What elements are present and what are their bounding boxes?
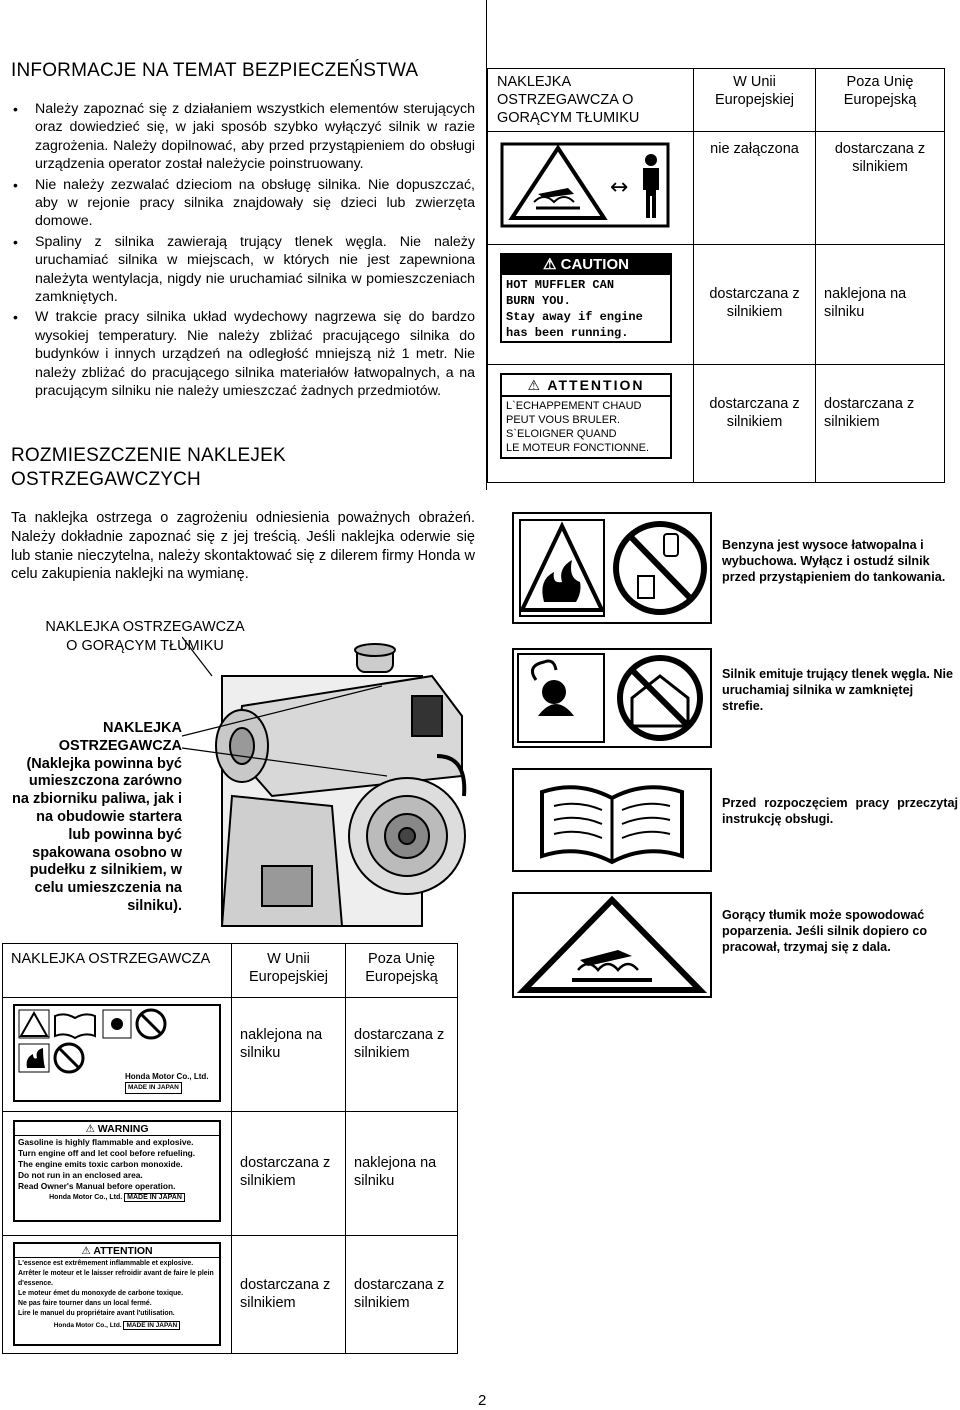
warning-label [13,1120,221,1222]
page-number: 2 [478,1392,487,1409]
attention-fr-label [13,1242,221,1346]
symbol-fire-text: Benzyna jest wysoce łatwopalna i wybuchowa. Wyłącz i ostudź silnik przed przystąpieniem do tankowania. [722,538,946,584]
caution-label [500,253,672,343]
label-maker: Honda Motor Co., Ltd. [49,1194,123,1201]
safety-bullet: • Nie należy zezwalać dzieciom na obsługę silnika. Nie dopuszczać, aby w rejonie pracy silnika znajdowały się dzieci lub zwierzęta domowe. [11,176,475,231]
muffler-non-eu-2: naklejona na silniku [816,245,945,365]
warning-label-table [2,943,458,1354]
muffler-eu-3: dostarczana z silnikiem [694,365,816,483]
muffler-non-eu-3: dostarczana z silnikiem [816,365,945,483]
muffler-label-cell-1 [488,132,694,245]
warning-line: Do not run in an enclosed area. [18,1170,143,1180]
warning-label-cell-1 [3,998,232,1112]
warning-table-header-label: NAKLEJKA OSTRZEGAWCZA [3,944,232,998]
warning-label-cell-2 [3,1112,232,1236]
hot-surface-pictogram-icon [500,142,670,228]
muffler-non-eu-1: dostarczana z silnikiem [816,132,945,245]
warning-non-eu-1: dostarczana z silnikiem [346,998,458,1112]
attention-line: S`ELOIGNER QUAND [506,428,617,440]
placement-title: ROZMIESZCZENIE NAKLEJEK OSTRZEGAWCZYCH [11,445,286,490]
engine-illustration [182,636,472,946]
callout-warning: NAKLEJKA OSTRZEGAWCZA (Naklejka powinna być umieszczona zarówno na zbiorniku paliwa, jak i na obudowie startera lub powinna być spakowana osobno w pudełku z silnikiem, w celu umieszczenia na silniku). [12,720,183,914]
caution-heading: CAUTION [560,256,629,273]
attention-line: LE MOTEUR FONCTIONNE. [506,442,650,454]
warning-line: Turn engine off and let cool before refueling. [18,1148,196,1158]
warning-non-eu-3: dostarczana z silnikiem [346,1236,458,1354]
attention-fr-line: Arrêter le moteur et le laisser refroidir avant de faire le plein d'essence. [18,1270,214,1287]
muffler-label-table [487,68,945,483]
muffler-table-header-label: NAKLEJKA OSTRZEGAWCZA O GORĄCYM TŁUMIKU [488,69,694,132]
attention-label [500,373,672,459]
symbol-toxic-text: Silnik emituje trujący tlenek węgla. Nie uruchamiaj silnika w zamkniętej strefie. [722,667,953,713]
attention-line: PEUT VOUS BRULER. [506,414,621,426]
pictogram-set-icon [15,1006,219,1076]
toxic-gas-icon [514,650,710,746]
muffler-label-cell-3 [488,365,694,483]
attention-heading: ATTENTION [547,377,645,393]
warning-eu-1: naklejona na silniku [232,998,346,1112]
warning-table-header-eu: W Unii Europejskiej [232,944,346,998]
symbol-toxic [512,648,712,748]
warning-line: Read Owner's Manual before operation. [18,1181,176,1191]
warning-table-header-non-eu: Poza Unię Europejską [346,944,458,998]
attention-fr-heading: ATTENTION [93,1245,153,1257]
attention-fr-line: Ne pas faire tourner dans un local fermé. [18,1300,152,1307]
muffler-table-header-eu: W Unii Europejskiej [694,69,816,132]
muffler-eu-1: nie załączona [694,132,816,245]
warning-eu-3: dostarczana z silnikiem [232,1236,346,1354]
muffler-label-cell-2 [488,245,694,365]
label-origin: MADE IN JAPAN [125,1082,182,1094]
caution-line: Stay away if engine [506,310,643,324]
warning-triangle-icon: ⚠ [81,1245,91,1257]
warning-non-eu-2: naklejona na silniku [346,1112,458,1236]
symbol-manual [512,768,712,872]
pictogram-label [13,1004,221,1102]
muffler-eu-2: dostarczana z silnikiem [694,245,816,365]
label-origin: MADE IN JAPAN [124,1193,185,1202]
attention-fr-line: L'essence est extrêmement inflammable et explosive. [18,1260,194,1267]
label-maker: Honda Motor Co., Ltd. [125,1072,209,1081]
label-maker: Honda Motor Co., Ltd. [53,1322,122,1329]
symbol-fire [512,512,712,624]
caution-line: BURN YOU. [506,294,571,308]
warning-heading: WARNING [97,1123,149,1135]
manual-book-icon [514,770,710,870]
symbol-hot [512,892,712,998]
warning-triangle-icon: ⚠ [543,256,557,273]
attention-fr-line: Lire le manuel du propriétaire avant l'utilisation. [18,1310,175,1317]
safety-list [11,100,475,403]
safety-title: INFORMACJE NA TEMAT BEZPIECZEŃSTWA [11,60,419,81]
hot-surface-hand-icon [514,894,710,996]
muffler-table-header-non-eu: Poza Unię Europejską [816,69,945,132]
warning-line: The engine emits toxic carbon monoxide. [18,1159,183,1169]
no-fire-fuel-icon [514,514,710,622]
caution-line: HOT MUFFLER CAN [506,278,615,292]
warning-label-cell-3 [3,1236,232,1354]
warning-triangle-icon: ⚠ [85,1123,95,1135]
label-origin: MADE IN JAPAN [123,1321,180,1330]
symbol-hot-text: Gorący tłumik może spowodować poparzenia. Jeśli silnik dopiero co pracował, trzymaj się z dala. [722,908,928,954]
caution-line: has been running. [506,326,629,340]
warning-eu-2: dostarczana z silnikiem [232,1112,346,1236]
safety-bullet: • Należy zapoznać się z działaniem wszystkich elementów sterujących oraz dowiedzieć się, w jaki sposób szybko wyłączyć silnik w razie zagrożenia. Należy dopilnować, aby przed przystąpieniem do obsługi urządzenia operator został należycie poinstruowany. [11,100,475,174]
attention-fr-line: Le moteur émet du monoxyde de carbone toxique. [18,1290,184,1297]
safety-bullet: • Spaliny z silnika zawierają trujący tlenek węgla. Nie należy uruchamiać silnika w miejscach, w których nie jest zapewniona należyta wentylacja, nigdy nie uruchamiać silnika w pomieszczeniach zamkniętych. [11,233,475,307]
warning-line: Gasoline is highly flammable and explosive. [18,1137,194,1147]
symbol-manual-text: Przed rozpoczęciem pracy przeczytaj instrukcję obsługi. [722,796,958,826]
svg-text:↔: ↔ [610,175,629,200]
warning-triangle-icon: ⚠ [527,377,543,393]
attention-line: L`ECHAPPEMENT CHAUD [506,400,642,412]
placement-intro: Ta naklejka ostrzega o zagrożeniu odniesienia poważnych obrażeń. Należy dokładnie zapoznać się z jej treścią. Jeśli naklejka oderwie się lub stanie nieczytelna, należy skontaktować się z dilerem firmy Honda w celu zakupienia naklejki na wymianę. [11,510,475,583]
callout-muffler: NAKLEJKA OSTRZEGAWCZA O GORĄCYM TŁUMIKU [45,619,245,654]
safety-bullet: • W trakcie pracy silnika układ wydechowy nagrzewa się do bardzo wysokiej temperatury. Nie należy zbliżać pracującego silnika do budynków i innych urządzeń na odległość mniejszą niż 1 metr. Nie należy zbliżać do pracującego silnika materiałów łatwopalnych, a na pracującym silniku nie należy umieszczać żadnych przedmiotów. [11,308,475,400]
